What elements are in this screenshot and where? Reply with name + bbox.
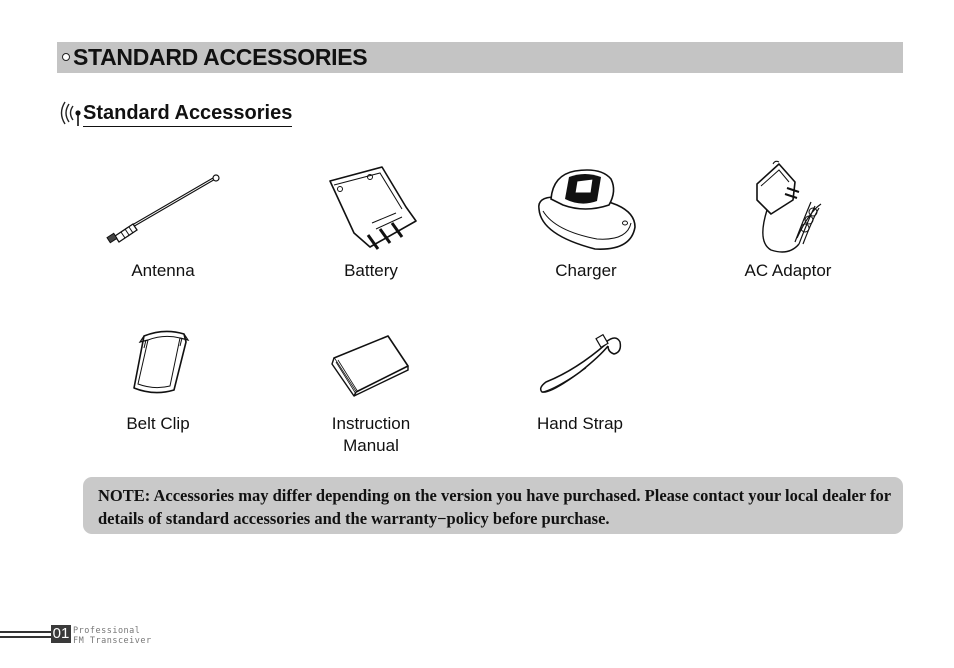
page-number: 01 [52, 625, 70, 642]
circle-bullet-icon [62, 53, 70, 61]
note-text: NOTE: Accessories may differ depending on the version you have purchased. Please contact your local dealer for details of standard accessories and the warranty−policy before purchase. [98, 486, 891, 528]
footer-product-line1: Professional [73, 626, 141, 636]
section-header [57, 98, 327, 128]
item-label-manual-line1: Instruction [331, 414, 411, 433]
antenna-icon [103, 172, 223, 246]
page-title: STANDARD ACCESSORIES [73, 44, 368, 70]
item-label-ac-adaptor: AC Adaptor [744, 261, 832, 280]
item-label-belt-clip: Belt Clip [126, 414, 190, 433]
battery-icon [322, 163, 422, 251]
ac-adaptor-icon [749, 158, 831, 256]
item-label-battery: Battery [344, 261, 398, 280]
item-label-hand-strap: Hand Strap [537, 414, 623, 433]
radio-wave-icon [57, 98, 83, 128]
footer-product-line2: FM Transceiver [73, 636, 152, 646]
footer-rule [0, 631, 52, 633]
belt-clip-icon [124, 326, 194, 398]
note-box [83, 477, 903, 534]
section-title: Standard Accessories [83, 101, 292, 127]
page-title-bar [57, 42, 903, 73]
item-label-charger: Charger [555, 261, 617, 280]
hand-strap-icon [536, 332, 626, 396]
manual-icon [328, 330, 412, 398]
charger-icon [535, 165, 639, 255]
footer-rule [0, 636, 52, 638]
item-label-antenna: Antenna [131, 261, 195, 280]
item-label-manual-line2: Manual [343, 436, 399, 455]
